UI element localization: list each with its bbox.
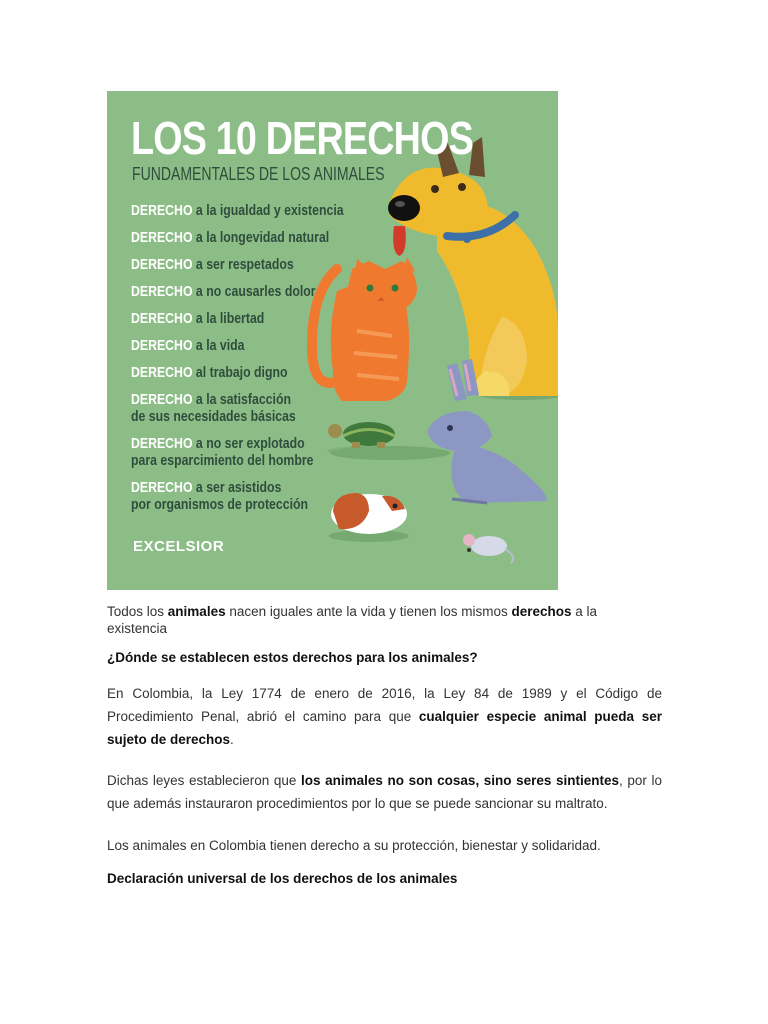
right-item: DERECHO al trabajo digno <box>131 364 288 381</box>
image-caption: Todos los animales nacen iguales ante la vida y tienen los mismos derechos a la existencia <box>107 604 598 636</box>
right-item: DERECHO a la libertad <box>131 310 265 327</box>
right-item: DERECHO a la vida <box>131 337 245 354</box>
question-heading: ¿Dónde se establecen estos derechos para los animales? <box>107 650 478 665</box>
dog-illustration <box>388 137 558 396</box>
rights-list <box>131 202 390 513</box>
mouse-illustration <box>463 534 513 563</box>
declaration-heading: Declaración universal de los derechos de los animales <box>107 871 458 886</box>
right-item: DERECHO a ser respetados <box>131 256 294 273</box>
paragraph-protection: Los animales en Colombia tienen derecho a su protección, bienestar y solidaridad. <box>107 838 601 853</box>
infographic-title: LOS 10 DERECHOS <box>131 112 473 164</box>
brand-logo: EXCELSIOR <box>133 538 225 555</box>
paragraph-sentient: Dichas leyes establecieron que los animales no son cosas, sino seres sintientes, por lo que además instauraron procedimientos por lo que se puede sancionar su maltrato. <box>107 773 663 811</box>
infographic-subtitle: FUNDAMENTALES DE LOS ANIMALES <box>132 164 385 184</box>
right-item: DERECHO a no ser explotado para esparcimiento del hombre <box>131 435 314 469</box>
paragraph-laws: En Colombia, la Ley 1774 de enero de 2016, la Ley 84 de 1989 y el Código de Procedimiento Penal, abrió el camino para que cualquier especie animal pueda ser sujeto de derechos. <box>107 686 662 747</box>
right-item: DERECHO a la satisfacción de sus necesidades básicas <box>131 391 296 425</box>
right-item: DERECHO a la igualdad y existencia <box>131 202 344 219</box>
right-item: DERECHO a la longevidad natural <box>131 229 330 246</box>
right-item: DERECHO a ser asistidos por organismos de protección <box>131 479 309 513</box>
rights-infographic <box>107 91 558 590</box>
right-item: DERECHO a no causarles dolor <box>131 283 316 300</box>
